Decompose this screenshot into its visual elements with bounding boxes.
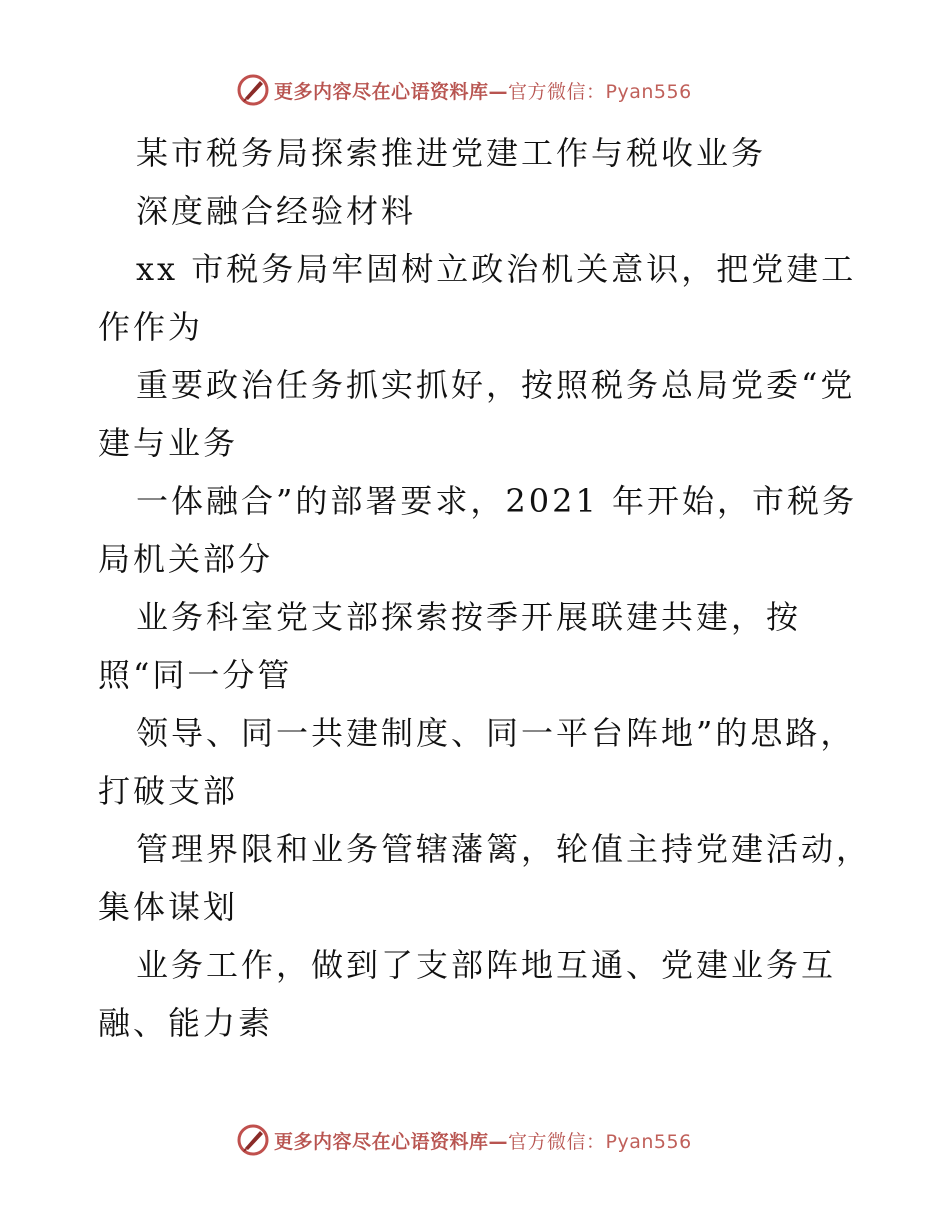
paragraph-line: 一体融合”的部署要求，2021 年开始，市税务	[136, 482, 857, 520]
paragraph-line: 照“同一分管	[98, 656, 293, 694]
watermark-official-label: 官方微信：	[508, 1130, 606, 1153]
document-title-line-2: 深度融合经验材料	[136, 192, 417, 230]
document-body	[98, 124, 872, 1052]
watermark-separator: —	[488, 80, 509, 103]
paragraph-line: 融、能力素	[98, 1004, 274, 1042]
quill-pen-circle-icon	[236, 73, 270, 107]
watermark-wechat-id: Pyan556	[605, 1130, 692, 1153]
watermark-wechat-id: Pyan556	[605, 80, 692, 103]
paragraph-line: 建与业务	[98, 424, 239, 462]
watermark-text	[274, 77, 692, 104]
watermark-brand: 更多内容尽在心语资料库	[274, 1130, 489, 1153]
paragraph-line: 作作为	[98, 308, 204, 346]
paragraph-line: 重要政治任务抓实抓好，按照税务总局党委“党	[136, 366, 856, 404]
paragraph-line: 打破支部	[98, 772, 239, 810]
header-watermark	[236, 72, 692, 108]
watermark-separator: —	[488, 1130, 509, 1153]
watermark-text	[274, 1127, 692, 1154]
paragraph-line: 集体谋划	[98, 888, 239, 926]
paragraph-line: 业务科室党支部探索按季开展联建共建，按	[136, 598, 802, 636]
paragraph-line: 领导、同一共建制度、同一平台阵地”的思路，	[136, 714, 856, 752]
footer-watermark	[236, 1122, 692, 1158]
watermark-official-label: 官方微信：	[508, 80, 606, 103]
paragraph-line: 局机关部分	[98, 540, 274, 578]
paragraph-line: xx 市税务局牢固树立政治机关意识，把党建工	[136, 250, 857, 288]
watermark-brand: 更多内容尽在心语资料库	[274, 80, 489, 103]
paragraph-line: 管理界限和业务管辖藩篱，轮值主持党建活动，	[136, 830, 872, 868]
document-title-line-1: 某市税务局探索推进党建工作与税收业务	[136, 134, 767, 172]
quill-pen-circle-icon	[236, 1123, 270, 1157]
paragraph-line: 业务工作，做到了支部阵地互通、党建业务互	[136, 946, 837, 984]
